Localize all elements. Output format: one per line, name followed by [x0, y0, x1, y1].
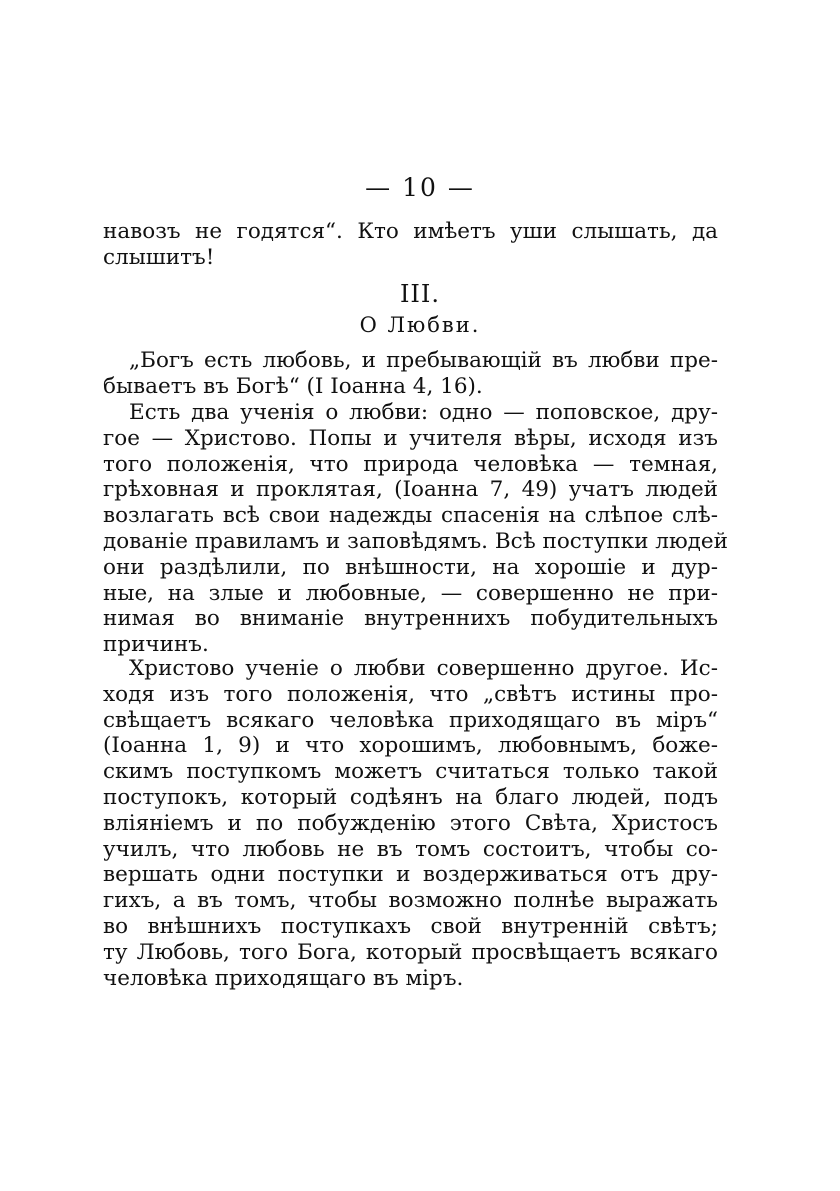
text-line: ту Любовь, того Бога, который просвѣщаетъ всякаго — [103, 939, 718, 965]
page-number: — 10 — — [365, 173, 475, 202]
text-line: грѣховная и проклятая, (Іоанна 7, 49) учатъ людей — [103, 477, 718, 503]
text-line: причинъ. — [103, 632, 209, 658]
text-line: ходя изъ того положенія, что „свѣтъ истины про- — [103, 681, 718, 707]
text-line: они раздѣлили, по внѣшности, на хорошіе и дур- — [103, 554, 718, 580]
text-line: свѣщаетъ всякаго человѣка приходящаго въ міръ“ — [103, 707, 718, 733]
text-line: поступокъ, который содѣянъ на благо людей, подъ — [103, 784, 718, 810]
paragraph-two-teachings — [103, 400, 728, 658]
text-line: человѣка приходящаго въ міръ. — [103, 965, 464, 991]
text-line: гихъ, а въ томъ, чтобы возможно полнѣе выражать — [103, 888, 718, 914]
text-line: нимая во вниманіе внутреннихъ побудительныхъ — [103, 606, 718, 632]
text-line: Есть два ученія о любви: одно — поповское, дру- — [129, 400, 718, 425]
text-line: вліяніемъ и по побужденію этого Свѣта, Христосъ — [103, 810, 718, 836]
text-line: возлагать всѣ свои надежды спасенія на слѣпое слѣ- — [103, 503, 718, 529]
epigraph-paragraph — [103, 348, 718, 400]
text-line: Христово ученіе о любви совершенно другое. Ис- — [129, 656, 718, 681]
text-line: „Богъ есть любовь, и пребывающій въ любви пре- — [129, 348, 718, 373]
section-title: О Любви. — [359, 313, 481, 337]
text-line: слышитъ! — [103, 244, 215, 270]
text-line: (Іоанна 1, 9) и что хорошимъ, любовнымъ, боже- — [103, 733, 718, 759]
text-line: ные, на злые и любовные, — совершенно не при- — [103, 580, 718, 606]
text-line: бываетъ въ Богѣ“ (I Іоанна 4, 16). — [103, 373, 483, 399]
text-line: во внѣшнихъ поступкахъ свой внутренній свѣтъ; — [103, 913, 718, 939]
text-line: гое — Христово. Попы и учителя вѣры, исходя изъ — [103, 425, 718, 451]
paragraph-christ-teaching — [103, 656, 718, 991]
text-line: вершать одни поступки и воздерживаться отъ дру- — [103, 862, 718, 888]
carryover-paragraph — [103, 219, 718, 271]
section-numeral: III. — [399, 280, 441, 308]
text-line: того положенія, что природа человѣка — темная, — [103, 451, 718, 477]
text-line: навозъ не годятся“. Кто имѣетъ уши слышать, да — [103, 219, 718, 244]
text-line: училъ, что любовь не въ томъ состоитъ, чтобы со- — [103, 836, 718, 862]
text-line: дованіе правиламъ и заповѣдямъ. Всѣ поступки людей — [103, 528, 728, 554]
text-line: скимъ поступкомъ можетъ считаться только такой — [103, 759, 718, 785]
